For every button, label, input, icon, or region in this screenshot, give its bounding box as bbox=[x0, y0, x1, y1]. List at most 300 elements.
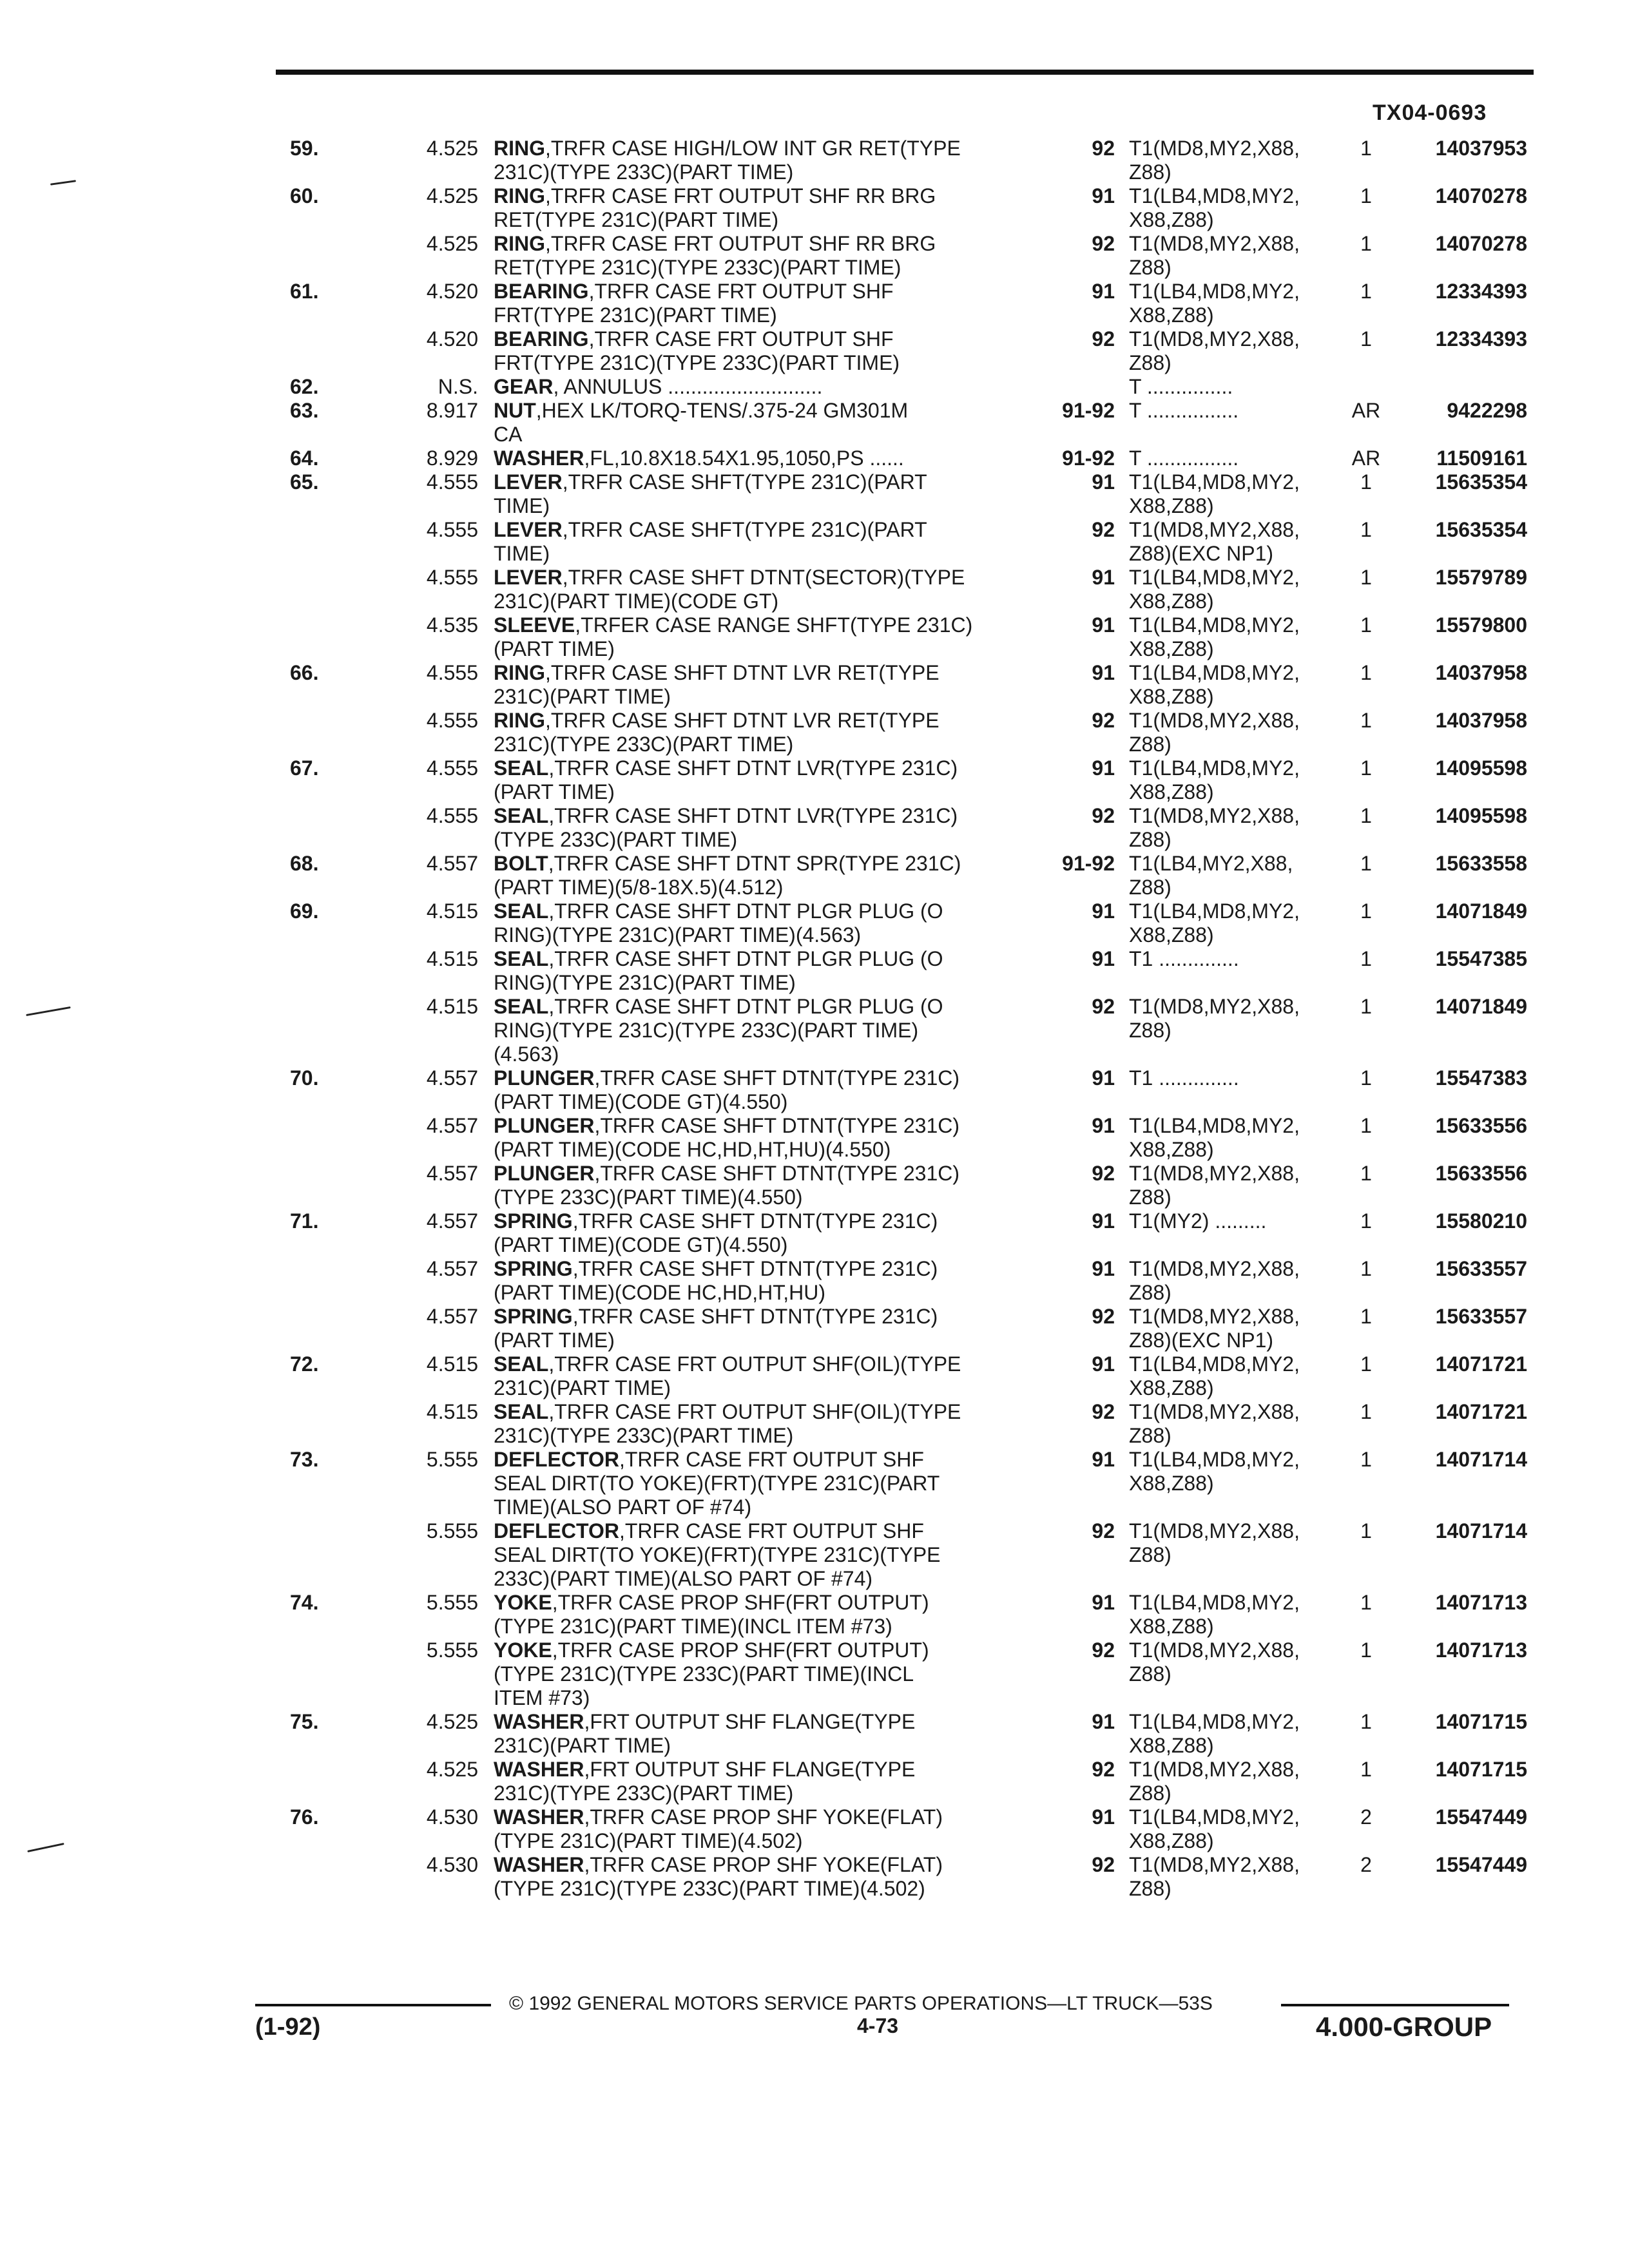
copyright-notice: © 1992 GENERAL MOTORS SERVICE PARTS OPERATIONS—LT TRUCK—53S bbox=[509, 1993, 1213, 2014]
group-number: 4.525 bbox=[426, 1710, 478, 1733]
part-number: 15633556 bbox=[1435, 1162, 1527, 1185]
model-usage bbox=[1129, 1639, 1342, 1686]
model-year: 92 bbox=[1092, 709, 1115, 732]
description-line-1: ,TRFR CASE SHFT DTNT(TYPE 231C) bbox=[572, 1209, 938, 1233]
part-name: NUT bbox=[494, 399, 536, 422]
model-line-1: T1(MD8,MY2,X88, bbox=[1129, 1853, 1300, 1876]
part-row bbox=[0, 1352, 1629, 1400]
description-line-2: 231C)(PART TIME) bbox=[494, 1376, 671, 1399]
quantity: 1 bbox=[1360, 1066, 1372, 1090]
group-number: 4.555 bbox=[426, 804, 478, 827]
part-name: SLEEVE bbox=[494, 613, 575, 637]
description-line-1: ,TRFR CASE SHFT DTNT PLGR PLUG (O bbox=[548, 995, 943, 1018]
description-line-2: SEAL DIRT(TO YOKE)(FRT)(TYPE 231C)(PART bbox=[494, 1472, 940, 1495]
part-row bbox=[0, 399, 1629, 447]
part-name: LEVER bbox=[494, 470, 563, 494]
part-number: 15635354 bbox=[1435, 470, 1527, 494]
description-line-1: ,FRT OUTPUT SHF FLANGE(TYPE bbox=[584, 1758, 916, 1781]
description-line-1: ,FL,10.8X18.54X1.95,1050,PS ...... bbox=[584, 447, 904, 470]
model-line-1: T1(MY2) ......... bbox=[1129, 1209, 1267, 1233]
group-number: 4.555 bbox=[426, 661, 478, 684]
model-line-2: X88,Z88) bbox=[1129, 780, 1214, 803]
part-description bbox=[494, 1591, 1022, 1639]
model-usage bbox=[1129, 1066, 1342, 1090]
group-number: 4.557 bbox=[426, 1209, 478, 1233]
model-usage bbox=[1129, 852, 1342, 899]
model-year: 92 bbox=[1092, 327, 1115, 351]
reference-number: 76. bbox=[290, 1805, 319, 1829]
quantity: 1 bbox=[1360, 709, 1372, 732]
model-year: 91 bbox=[1092, 1352, 1115, 1376]
model-line-2: X88,Z88) bbox=[1129, 1734, 1214, 1757]
model-usage bbox=[1129, 1352, 1342, 1400]
description-line-1: ,TRFR CASE FRT OUTPUT SHF bbox=[619, 1448, 924, 1471]
description-line-2: SEAL DIRT(TO YOKE)(FRT)(TYPE 231C)(TYPE bbox=[494, 1543, 941, 1566]
description-line-3: (4.563) bbox=[494, 1043, 559, 1066]
model-year: 92 bbox=[1092, 995, 1115, 1018]
model-year: 91 bbox=[1092, 1710, 1115, 1733]
model-line-2: X88,Z88) bbox=[1129, 1829, 1214, 1852]
part-row bbox=[0, 756, 1629, 804]
quantity: 1 bbox=[1360, 1710, 1372, 1733]
model-line-1: T1(LB4,MD8,MY2, bbox=[1129, 470, 1300, 494]
group-number: 4.525 bbox=[426, 1758, 478, 1781]
part-description bbox=[494, 232, 1022, 280]
part-number: 15633556 bbox=[1435, 1114, 1527, 1137]
model-line-2: X88,Z88) bbox=[1129, 208, 1214, 231]
description-line-2: RING)(TYPE 231C)(PART TIME) bbox=[494, 971, 796, 994]
part-name: GEAR bbox=[494, 375, 554, 398]
description-line-3: ITEM #73) bbox=[494, 1686, 590, 1709]
group-number: 4.557 bbox=[426, 1114, 478, 1137]
part-number: 14071849 bbox=[1435, 995, 1527, 1018]
model-line-1: T1(LB4,MD8,MY2, bbox=[1129, 1352, 1300, 1376]
model-usage bbox=[1129, 1448, 1342, 1495]
description-line-2: FRT(TYPE 231C)(TYPE 233C)(PART TIME) bbox=[494, 351, 900, 374]
description-line-2: (TYPE 231C)(TYPE 233C)(PART TIME)(4.502) bbox=[494, 1877, 925, 1900]
part-number: 15547385 bbox=[1435, 947, 1527, 970]
group-number: 5.555 bbox=[426, 1639, 478, 1662]
group-number: 5.555 bbox=[426, 1448, 478, 1471]
part-row bbox=[0, 1448, 1629, 1519]
description-line-2: (PART TIME)(5/8-18X.5)(4.512) bbox=[494, 876, 784, 899]
part-row bbox=[0, 661, 1629, 709]
description-line-1: ,TRFR CASE PROP SHF(FRT OUTPUT) bbox=[552, 1591, 929, 1614]
part-name: DEFLECTOR bbox=[494, 1448, 619, 1471]
model-line-1: T1(LB4,MD8,MY2, bbox=[1129, 1114, 1300, 1137]
model-line-1: T1(MD8,MY2,X88, bbox=[1129, 327, 1300, 351]
part-number: 15633558 bbox=[1435, 852, 1527, 875]
model-usage bbox=[1129, 184, 1342, 232]
part-name: LEVER bbox=[494, 518, 563, 541]
model-line-1: T1(MD8,MY2,X88, bbox=[1129, 1400, 1300, 1423]
part-number: 15633557 bbox=[1435, 1257, 1527, 1280]
group-number: N.S. bbox=[438, 375, 478, 398]
group-number: 4.530 bbox=[426, 1805, 478, 1829]
model-usage bbox=[1129, 804, 1342, 852]
revision-date: (1-92) bbox=[255, 2013, 321, 2041]
description-line-2: (TYPE 231C)(TYPE 233C)(PART TIME)(INCL bbox=[494, 1662, 914, 1686]
part-row bbox=[0, 1209, 1629, 1257]
part-name: YOKE bbox=[494, 1639, 552, 1662]
part-row bbox=[0, 1162, 1629, 1209]
description-line-1: ,TRFR CASE SHFT DTNT LVR RET(TYPE bbox=[545, 661, 940, 684]
model-usage bbox=[1129, 1114, 1342, 1162]
part-description bbox=[494, 1352, 1022, 1400]
group-number: 4.515 bbox=[426, 995, 478, 1018]
part-name: RING bbox=[494, 661, 545, 684]
reference-number: 75. bbox=[290, 1710, 319, 1733]
model-year: 92 bbox=[1092, 1162, 1115, 1185]
description-line-1: ,TRFR CASE SHFT DTNT LVR(TYPE 231C) bbox=[548, 804, 958, 827]
description-line-1: ,TRFR CASE FRT OUTPUT SHF RR BRG bbox=[545, 232, 936, 255]
description-line-2: CA bbox=[494, 423, 523, 446]
reference-number: 60. bbox=[290, 184, 319, 207]
part-description bbox=[494, 375, 1022, 399]
model-line-2: Z88) bbox=[1129, 1662, 1171, 1686]
model-usage bbox=[1129, 327, 1342, 375]
group-number: 4.555 bbox=[426, 518, 478, 541]
model-year: 92 bbox=[1092, 1853, 1115, 1876]
quantity: 1 bbox=[1360, 756, 1372, 780]
description-line-2: 231C)(PART TIME) bbox=[494, 1734, 671, 1757]
model-usage bbox=[1129, 756, 1342, 804]
part-description bbox=[494, 1639, 1022, 1710]
model-line-1: T1(MD8,MY2,X88, bbox=[1129, 518, 1300, 541]
part-description bbox=[494, 1209, 1022, 1257]
part-description bbox=[494, 1519, 1022, 1591]
part-number: 15547449 bbox=[1435, 1805, 1527, 1829]
model-usage bbox=[1129, 518, 1342, 566]
description-line-2: TIME) bbox=[494, 494, 550, 517]
part-name: BOLT bbox=[494, 852, 548, 875]
part-name: PLUNGER bbox=[494, 1066, 595, 1090]
description-line-3: TIME)(ALSO PART OF #74) bbox=[494, 1495, 752, 1519]
model-line-2: Z88)(EXC NP1) bbox=[1129, 1329, 1274, 1352]
model-year: 91 bbox=[1092, 661, 1115, 684]
description-line-1: ,TRFR CASE SHFT DTNT(TYPE 231C) bbox=[594, 1066, 960, 1090]
part-description bbox=[494, 804, 1022, 852]
part-number: 14071714 bbox=[1435, 1448, 1527, 1471]
part-row bbox=[0, 184, 1629, 232]
model-year: 92 bbox=[1092, 1519, 1115, 1542]
reference-number: 72. bbox=[290, 1352, 319, 1376]
description-line-1: ,TRFER CASE RANGE SHFT(TYPE 231C) bbox=[575, 613, 973, 637]
part-name: WASHER bbox=[494, 1805, 584, 1829]
part-description bbox=[494, 137, 1022, 184]
part-description bbox=[494, 852, 1022, 899]
quantity: 1 bbox=[1360, 232, 1372, 255]
description-line-2: (PART TIME)(CODE HC,HD,HT,HU) bbox=[494, 1281, 825, 1304]
model-line-2: Z88) bbox=[1129, 1019, 1171, 1042]
model-year: 91 bbox=[1092, 899, 1115, 923]
model-line-1: T1(LB4,MD8,MY2, bbox=[1129, 184, 1300, 207]
description-line-2: 231C)(TYPE 233C)(PART TIME) bbox=[494, 160, 794, 184]
model-usage bbox=[1129, 1162, 1342, 1209]
part-row bbox=[0, 375, 1629, 399]
part-description bbox=[494, 280, 1022, 327]
quantity: 1 bbox=[1360, 613, 1372, 637]
model-line-2: Z88) bbox=[1129, 1782, 1171, 1805]
part-row bbox=[0, 470, 1629, 518]
group-number: 4.555 bbox=[426, 709, 478, 732]
model-usage bbox=[1129, 1257, 1342, 1305]
model-line-1: T1(LB4,MD8,MY2, bbox=[1129, 1448, 1300, 1471]
part-row bbox=[0, 137, 1629, 184]
group-number: 4.515 bbox=[426, 899, 478, 923]
part-number: 15579800 bbox=[1435, 613, 1527, 637]
part-row bbox=[0, 566, 1629, 613]
reference-number: 62. bbox=[290, 375, 319, 398]
model-year: 91 bbox=[1092, 1257, 1115, 1280]
model-line-2: Z88) bbox=[1129, 256, 1171, 279]
reference-number: 67. bbox=[290, 756, 319, 780]
part-name: SEAL bbox=[494, 899, 549, 923]
quantity: 2 bbox=[1360, 1805, 1372, 1829]
part-row bbox=[0, 899, 1629, 947]
model-usage bbox=[1129, 1400, 1342, 1448]
model-line-1: T1(LB4,MD8,MY2, bbox=[1129, 280, 1300, 303]
part-description bbox=[494, 661, 1022, 709]
model-usage bbox=[1129, 899, 1342, 947]
group-number: 4.525 bbox=[426, 232, 478, 255]
description-line-2: (PART TIME) bbox=[494, 637, 615, 660]
reference-number: 68. bbox=[290, 852, 319, 875]
model-line-1: T1(LB4,MY2,X88, bbox=[1129, 852, 1293, 875]
part-name: PLUNGER bbox=[494, 1114, 595, 1137]
model-line-2: X88,Z88) bbox=[1129, 590, 1214, 613]
document-code: TX04-0693 bbox=[1373, 101, 1487, 125]
description-line-2: 231C)(PART TIME) bbox=[494, 685, 671, 708]
part-number: 15633557 bbox=[1435, 1305, 1527, 1328]
part-description bbox=[494, 327, 1022, 375]
reference-number: 70. bbox=[290, 1066, 319, 1090]
quantity: 1 bbox=[1360, 852, 1372, 875]
description-line-3: 233C)(PART TIME)(ALSO PART OF #74) bbox=[494, 1567, 873, 1590]
group-number: 4.555 bbox=[426, 566, 478, 589]
group-number: 8.917 bbox=[426, 399, 478, 422]
part-row bbox=[0, 1519, 1629, 1591]
model-line-1: T1(MD8,MY2,X88, bbox=[1129, 1639, 1300, 1662]
part-number: 14095598 bbox=[1435, 804, 1527, 827]
model-line-1: T1(MD8,MY2,X88, bbox=[1129, 995, 1300, 1018]
part-name: SEAL bbox=[494, 1400, 549, 1423]
description-line-1: ,FRT OUTPUT SHF FLANGE(TYPE bbox=[584, 1710, 916, 1733]
part-number: 14037958 bbox=[1435, 709, 1527, 732]
model-line-1: T1(LB4,MD8,MY2, bbox=[1129, 899, 1300, 923]
model-line-2: Z88) bbox=[1129, 160, 1171, 184]
part-description bbox=[494, 1805, 1022, 1853]
quantity: AR bbox=[1351, 447, 1381, 470]
model-line-2: Z88) bbox=[1129, 351, 1171, 374]
description-line-2: (PART TIME) bbox=[494, 1329, 615, 1352]
part-row bbox=[0, 613, 1629, 661]
part-number: 9422298 bbox=[1447, 399, 1527, 422]
reference-number: 66. bbox=[290, 661, 319, 684]
part-row bbox=[0, 447, 1629, 470]
model-year: 91 bbox=[1092, 1448, 1115, 1471]
model-year: 91 bbox=[1092, 1805, 1115, 1829]
part-name: PLUNGER bbox=[494, 1162, 595, 1185]
description-line-1: ,TRFR CASE SHFT DTNT(TYPE 231C) bbox=[594, 1162, 960, 1185]
part-description bbox=[494, 518, 1022, 566]
quantity: 1 bbox=[1360, 470, 1372, 494]
part-description bbox=[494, 1710, 1022, 1758]
model-year: 92 bbox=[1092, 1400, 1115, 1423]
part-number: 14070278 bbox=[1435, 184, 1527, 207]
part-description bbox=[494, 1853, 1022, 1901]
quantity: 1 bbox=[1360, 995, 1372, 1018]
description-line-1: ,TRFR CASE SHFT DTNT(TYPE 231C) bbox=[572, 1305, 938, 1328]
model-usage bbox=[1129, 1758, 1342, 1805]
description-line-2: (TYPE 233C)(PART TIME)(4.550) bbox=[494, 1186, 803, 1209]
part-row bbox=[0, 947, 1629, 995]
group-number: 8.929 bbox=[426, 447, 478, 470]
model-line-1: T1(LB4,MD8,MY2, bbox=[1129, 756, 1300, 780]
quantity: 1 bbox=[1360, 184, 1372, 207]
model-line-1: T1(LB4,MD8,MY2, bbox=[1129, 613, 1300, 637]
model-year: 91-92 bbox=[1062, 852, 1115, 875]
part-row bbox=[0, 1639, 1629, 1710]
reference-number: 69. bbox=[290, 899, 319, 923]
part-name: RING bbox=[494, 184, 545, 207]
part-number: 14071721 bbox=[1435, 1400, 1527, 1423]
description-line-1: ,TRFR CASE FRT OUTPUT SHF bbox=[619, 1519, 924, 1542]
model-line-2: Z88) bbox=[1129, 1543, 1171, 1566]
model-line-2: Z88) bbox=[1129, 1186, 1171, 1209]
quantity: 1 bbox=[1360, 1639, 1372, 1662]
part-name: SEAL bbox=[494, 1352, 549, 1376]
description-line-2: (TYPE 231C)(PART TIME)(4.502) bbox=[494, 1829, 803, 1852]
reference-number: 64. bbox=[290, 447, 319, 470]
description-line-1: ,TRFR CASE SHFT(TYPE 231C)(PART bbox=[562, 470, 927, 494]
description-line-1: ,TRFR CASE SHFT DTNT LVR RET(TYPE bbox=[545, 709, 940, 732]
model-line-2: X88,Z88) bbox=[1129, 1138, 1214, 1161]
part-row bbox=[0, 1591, 1629, 1639]
part-description bbox=[494, 899, 1022, 947]
part-row bbox=[0, 1853, 1629, 1901]
part-number: 14071721 bbox=[1435, 1352, 1527, 1376]
model-usage bbox=[1129, 137, 1342, 184]
model-year: 91-92 bbox=[1062, 447, 1115, 470]
part-name: LEVER bbox=[494, 566, 563, 589]
model-year: 92 bbox=[1092, 1758, 1115, 1781]
description-line-2: (PART TIME) bbox=[494, 780, 615, 803]
model-line-2: X88,Z88) bbox=[1129, 1615, 1214, 1638]
model-line-1: T1(LB4,MD8,MY2, bbox=[1129, 1710, 1300, 1733]
part-name: BEARING bbox=[494, 280, 589, 303]
part-name: SEAL bbox=[494, 756, 549, 780]
description-line-2: RET(TYPE 231C)(PART TIME) bbox=[494, 208, 779, 231]
part-name: SPRING bbox=[494, 1305, 573, 1328]
part-number: 14071715 bbox=[1435, 1758, 1527, 1781]
quantity: 1 bbox=[1360, 1448, 1372, 1471]
part-description bbox=[494, 447, 1022, 470]
quantity: 1 bbox=[1360, 327, 1372, 351]
part-description bbox=[494, 613, 1022, 661]
part-name: WASHER bbox=[494, 1853, 584, 1876]
part-name: YOKE bbox=[494, 1591, 552, 1614]
model-line-2: X88,Z88) bbox=[1129, 1472, 1214, 1495]
group-number: 4.530 bbox=[426, 1853, 478, 1876]
quantity: 1 bbox=[1360, 1400, 1372, 1423]
model-usage bbox=[1129, 613, 1342, 661]
model-line-1: T1(MD8,MY2,X88, bbox=[1129, 1305, 1300, 1328]
model-line-2: Z88) bbox=[1129, 1877, 1171, 1900]
model-line-2: Z88)(EXC NP1) bbox=[1129, 542, 1274, 565]
description-line-1: ,TRFR CASE SHFT DTNT PLGR PLUG (O bbox=[548, 899, 943, 923]
description-line-1: , ANNULUS ........................... bbox=[553, 375, 823, 398]
part-row bbox=[0, 1758, 1629, 1805]
part-description bbox=[494, 1758, 1022, 1805]
description-line-2: (TYPE 231C)(PART TIME)(INCL ITEM #73) bbox=[494, 1615, 892, 1638]
model-line-1: T ................ bbox=[1129, 399, 1239, 422]
parts-list bbox=[0, 137, 1629, 1901]
model-usage bbox=[1129, 447, 1342, 470]
quantity: 1 bbox=[1360, 1162, 1372, 1185]
footer-rule-left bbox=[255, 2004, 491, 2006]
model-year: 91 bbox=[1092, 1066, 1115, 1090]
part-name: WASHER bbox=[494, 1710, 584, 1733]
reference-number: 59. bbox=[290, 137, 319, 160]
part-row bbox=[0, 995, 1629, 1066]
model-line-1: T1(LB4,MD8,MY2, bbox=[1129, 1805, 1300, 1829]
part-number: 15547449 bbox=[1435, 1853, 1527, 1876]
model-line-2: X88,Z88) bbox=[1129, 1376, 1214, 1399]
description-line-1: ,TRFR CASE SHFT DTNT(SECTOR)(TYPE bbox=[562, 566, 965, 589]
part-row bbox=[0, 280, 1629, 327]
part-row bbox=[0, 327, 1629, 375]
quantity: 2 bbox=[1360, 1853, 1372, 1876]
part-number: 11509161 bbox=[1436, 447, 1527, 470]
part-description bbox=[494, 1400, 1022, 1448]
description-line-2: (TYPE 233C)(PART TIME) bbox=[494, 828, 738, 851]
description-line-1: ,TRFR CASE PROP SHF(FRT OUTPUT) bbox=[552, 1639, 929, 1662]
part-description bbox=[494, 709, 1022, 756]
model-year: 91 bbox=[1092, 1114, 1115, 1137]
model-year: 91 bbox=[1092, 1591, 1115, 1614]
description-line-1: ,TRFR CASE SHFT DTNT LVR(TYPE 231C) bbox=[548, 756, 958, 780]
model-line-1: T1(MD8,MY2,X88, bbox=[1129, 1162, 1300, 1185]
group-number: 4.515 bbox=[426, 947, 478, 970]
description-line-1: ,TRFR CASE SHFT DTNT(TYPE 231C) bbox=[594, 1114, 960, 1137]
group-number: 4.525 bbox=[426, 137, 478, 160]
group-number: 4.520 bbox=[426, 327, 478, 351]
group-number: 4.557 bbox=[426, 1305, 478, 1328]
part-row bbox=[0, 1114, 1629, 1162]
model-usage bbox=[1129, 375, 1342, 399]
part-description bbox=[494, 1448, 1022, 1519]
group-number: 4.520 bbox=[426, 280, 478, 303]
model-usage bbox=[1129, 566, 1342, 613]
part-row bbox=[0, 1066, 1629, 1114]
description-line-1: ,TRFR CASE FRT OUTPUT SHF bbox=[588, 327, 894, 351]
description-line-1: ,TRFR CASE SHFT DTNT(TYPE 231C) bbox=[572, 1257, 938, 1280]
part-number: 14071714 bbox=[1435, 1519, 1527, 1542]
part-name: BEARING bbox=[494, 327, 589, 351]
description-line-2: 231C)(PART TIME)(CODE GT) bbox=[494, 590, 779, 613]
description-line-2: 231C)(TYPE 233C)(PART TIME) bbox=[494, 733, 794, 756]
description-line-2: 231C)(TYPE 233C)(PART TIME) bbox=[494, 1424, 794, 1447]
quantity: 1 bbox=[1360, 518, 1372, 541]
model-year: 92 bbox=[1092, 232, 1115, 255]
model-line-2: Z88) bbox=[1129, 1424, 1171, 1447]
reference-number: 73. bbox=[290, 1448, 319, 1471]
model-usage bbox=[1129, 1305, 1342, 1352]
reference-number: 74. bbox=[290, 1591, 319, 1614]
part-number: 14071715 bbox=[1435, 1710, 1527, 1733]
model-line-1: T1(MD8,MY2,X88, bbox=[1129, 1257, 1300, 1280]
